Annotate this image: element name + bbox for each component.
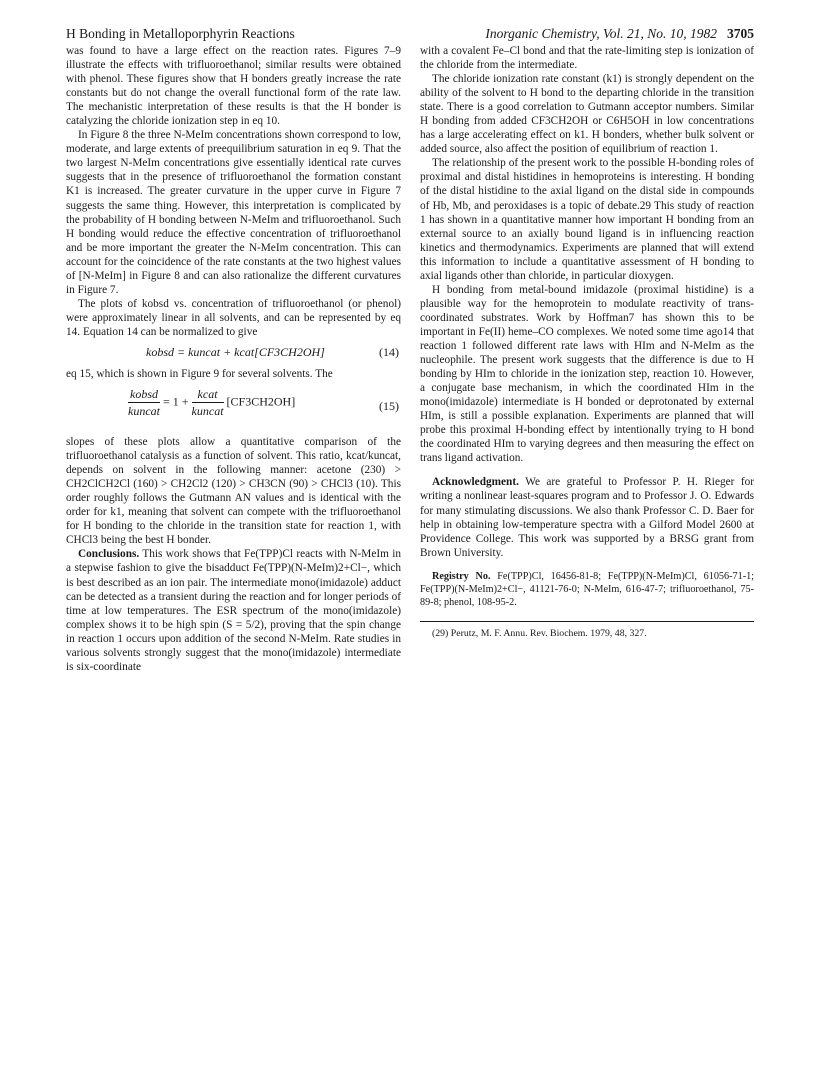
section-heading: Conclusions. [78, 548, 140, 561]
equation-operator: = 1 + [163, 394, 189, 409]
paragraph: with a covalent Fe–Cl bond and that the rate-limiting step is ionization of the chloride from the intermediate. [420, 45, 754, 72]
acknowledgment [420, 475, 754, 559]
page-number: 3705 [727, 26, 754, 41]
spacer [420, 465, 754, 475]
fraction-rhs [192, 387, 224, 418]
paragraph: The chloride ionization rate constant (k1) is strongly dependent on the ability of the solvent to H bond to the departing chloride in the transition state. There is a good correlation to Gutmann acceptor numbers. Similar H bonding from added CF3CH2OH or C6H5OH in low concentrations has a large accelerating effect on k1. H bonders, whether bulk solvent or added source, also affect the position of equilibrium of reaction 1. [420, 73, 754, 156]
conclusions-paragraph [66, 547, 401, 673]
fraction-denominator: kuncat [128, 404, 160, 419]
paragraph: The relationship of the present work to the possible H-bonding roles of proximal and distal histidines in hemoproteins is interesting. H bonding of the distal histidine to the axial ligand on the distal side in compounds of Hb, Mb, and peroxidases is a topic of debate.29 This study of reaction 1 has shown in a quantitative manner how important H bonding from an external source to an axially bound ligand is in influencing reaction kinetics and thermodynamics. Experiments are planned that will extend this information to include a quantitative assessment of H bonding to axial ligands other than chloride, in particular dioxygen. [420, 157, 754, 282]
paragraph-text: We are grateful to Professor P. H. Rieger for writing a nonlinear least-squares program and to Professor J. O. Edwards for many stimulating discussions. We also thank Professor C. D. Baer for help in obtaining low-temperature spectra with a Gilford Model 2600 at Providence College. This work was supported by a BRSG grant from Brown University. [420, 476, 754, 559]
equation-number: (14) [379, 344, 399, 359]
equation-body [128, 387, 295, 418]
left-column [66, 44, 401, 674]
footnote: (29) Perutz, M. F. Annu. Rev. Biochem. 1979, 48, 327. [432, 627, 647, 639]
equation-body: kobsd = kuncat + kcat[CF3CH2OH] [146, 344, 325, 359]
running-title: H Bonding in Metalloporphyrin Reactions [66, 26, 295, 41]
journal-name: Inorganic Chemistry, Vol. 21, No. 10, 1982 [485, 26, 717, 41]
paragraph: slopes of these plots allow a quantitative comparison of the trifluoroethanol catalysis as a function of solvent. This ratio, kcat/kuncat, depends on solvent in the following manner: acetone (230) > CH2ClCH2Cl (160) > CH2Cl2 (120) > CH3CN (90) > CHCl3 (10). This order roughly follows the Gutmann AN values and is identical with the order for k1, meaning that solvent can compete with the trifluoroethanol for H bonding to the chloride in the transition state for reaction 1, with CHCl3 being the best H bonder. [66, 436, 401, 547]
fraction-numerator: kobsd [128, 387, 160, 403]
paragraph-text: Fe(TPP)Cl, 16456-81-8; Fe(TPP)(N-MeIm)Cl, 61056-71-1; Fe(TPP)(N-MeIm)2+Cl−, 41121-76-0; N-MeIm, 616-47-7; trifluoroethanol, 75-89-8; phenol, 108-95-2. [420, 570, 755, 608]
journal-citation [485, 24, 754, 44]
equation-term: [CF3CH2OH] [226, 394, 296, 409]
paragraph: The plots of kobsd vs. concentration of trifluoroethanol (or phenol) were approximately linear in all solvents, and can be represented by eq 14. Equation 14 can be normalized to give [66, 297, 401, 338]
equation-15 [66, 385, 401, 429]
paragraph: eq 15, which is shown in Figure 9 for several solvents. The [66, 367, 333, 380]
fraction-denominator: kuncat [191, 404, 224, 419]
paragraph: was found to have a large effect on the reaction rates. Figures 7–9 illustrate the effects with trifluoroethanol; similar results were obtained with phenol. These figures show that H bonders greatly increase the rate constants but do not change the overall functional form of the rate law. The mechanistic interpretation of these results is that the H bonder is catalyzing the chloride ionization step in eq 10. [66, 45, 401, 128]
equation-14 [66, 342, 401, 364]
paragraph: H bonding from metal-bound imidazole (proximal histidine) is a plausible way for the hemoprotein to modulate reactivity of trans-coordinated substrates. Work by Hoffman7 has shown this to be important in Fe(II) heme–CO complexes. We noted some time ago14 that reaction 1 followed different rate laws with HIm and N-MeIm as the nucleophile. The present work suggests that the difference is due to H bonding by HIm to chloride in the ionization step, reaction 10. However, a conjugate base mechanism, in which the coordinated HIm in the mono(imidazole) intermediate is H bonded or deprotonated by external HIm, is still a possible explanation. Experiments are planned that will probe this proximal H-bonding effect by intentionally trying to H bond the coordinated HIm to varying degrees and then measuring the effect on trans ligand activation. [420, 283, 754, 465]
paragraph-text: This work shows that Fe(TPP)Cl reacts with N-MeIm in a stepwise fashion to give the bisadduct Fe(TPP)(N-MeIm)2+Cl−, which is best described as an ion pair. The intermediate mono(imidazole) adduct can be detected as a transient during the reaction and for longer periods of time at low temperatures. The ESR spectrum of the mono(imidazole) complex shows it to be high spin (S = 5/2), proving that the spin change in reaction 1 occurs upon addition of the second N-MeIm. Rate studies in various solvents strongly suggest that the mono(imidazole) intermediate is six-coordinate [66, 548, 401, 673]
footnote-divider [420, 621, 754, 622]
running-header [66, 24, 754, 44]
paragraph: In Figure 8 the three N-MeIm concentrations shown correspond to low, moderate, and large extents of preequilibrium saturation in eq 9. That the two largest N-MeIm concentrations give essentially identical rate curves suggests that in the presence of trifluoroethanol the formation constant K1 is increased. The greater curvature in the upper curve in Figure 7 suggests the same thing. However, this interpretation is complicated by the probability of H bonding between N-MeIm and trifluoroethanol. Such H bonding would reduce the effective concentration of trifluoroethanol and be more important the greater the N-MeIm concentration. This can account for the coincidence of the rate constants at the two highest values of [N-MeIm] in Figure 8 and can also rationalize the different curvatures in Figure 7. [66, 129, 401, 296]
equation-number: (15) [379, 399, 399, 414]
section-heading: Registry No. [432, 570, 491, 582]
fraction-numerator: kcat [192, 387, 224, 403]
registry-numbers [420, 570, 754, 609]
right-column [420, 44, 754, 640]
fraction-lhs [128, 387, 160, 418]
section-heading: Acknowledgment. [432, 476, 519, 489]
spacer [420, 560, 754, 570]
